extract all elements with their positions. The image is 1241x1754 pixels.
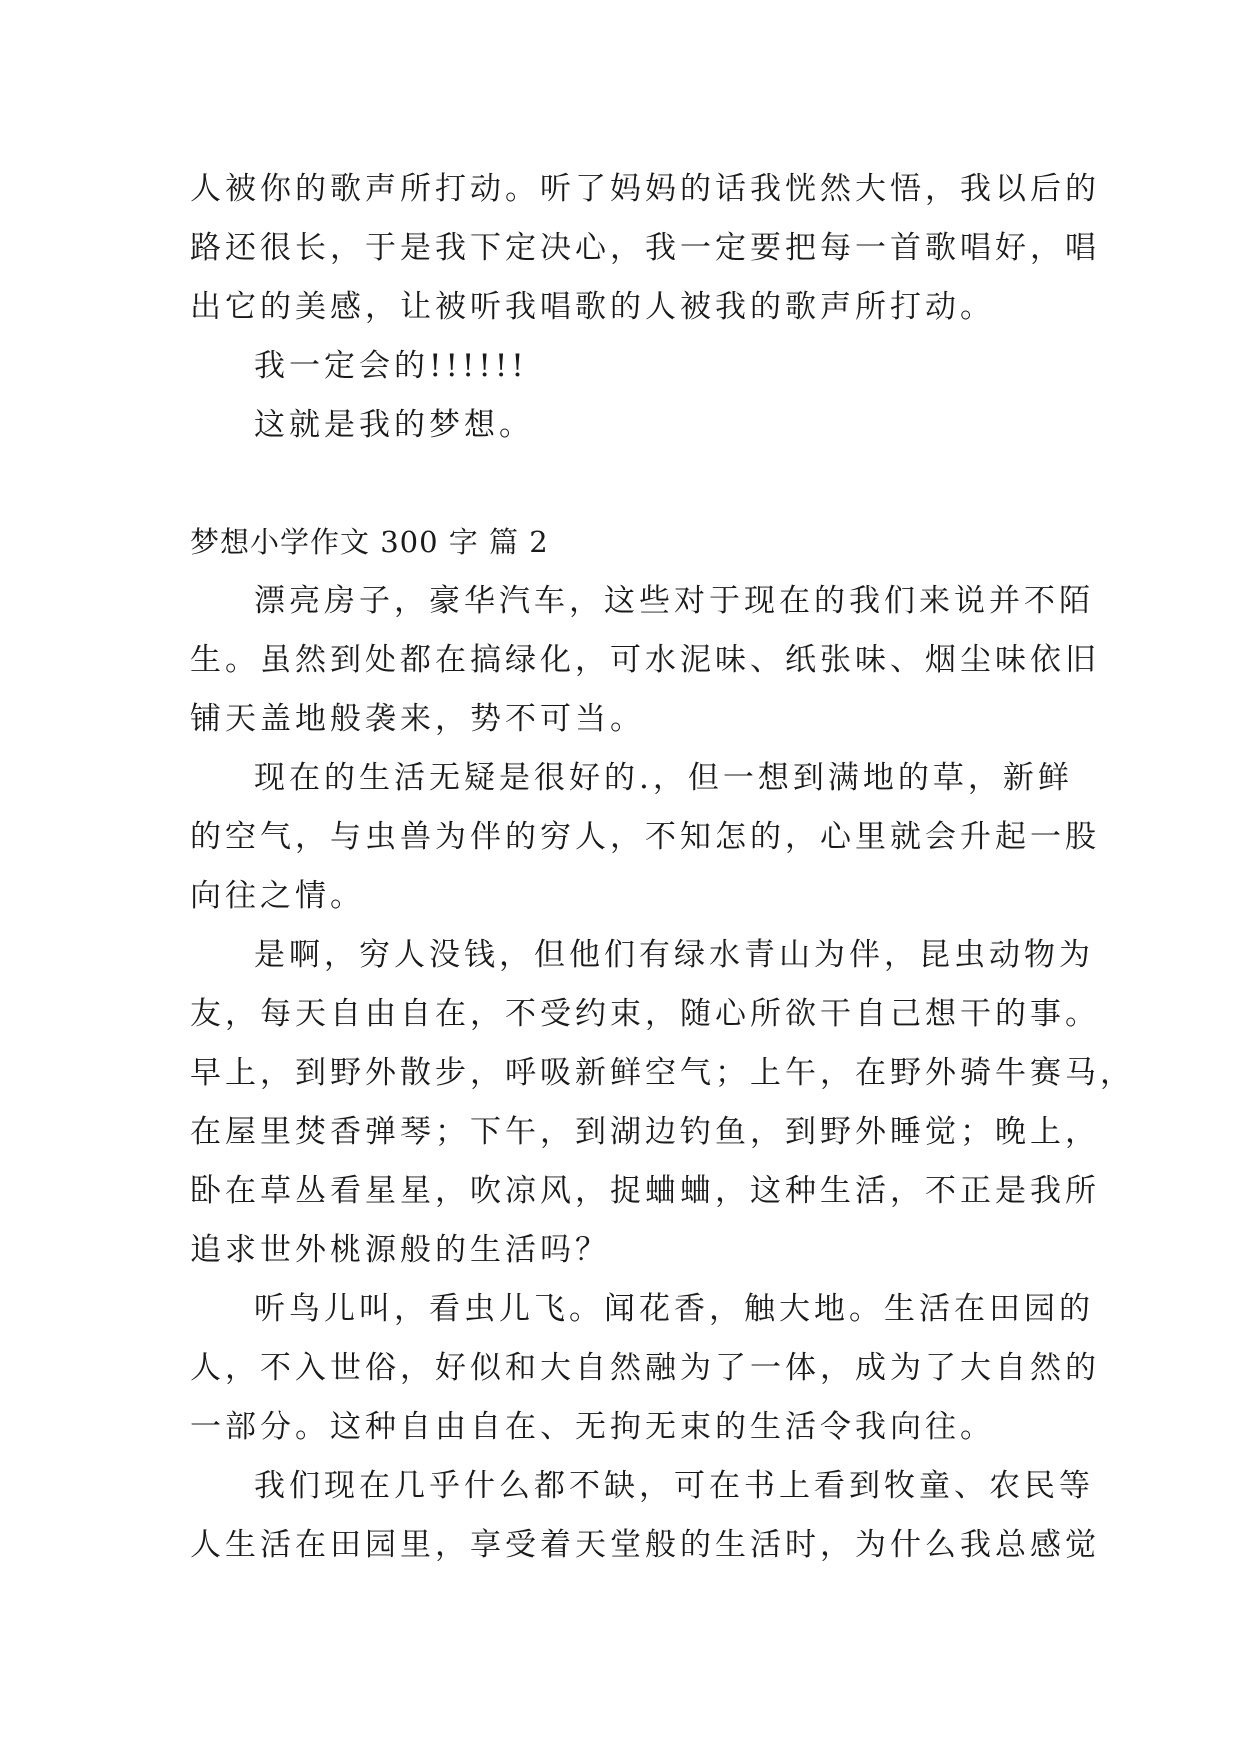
text-line: 向往之情。	[190, 878, 365, 914]
text-line: 我们现在几乎什么都不缺，可在书上看到牧童、农民等	[254, 1468, 1094, 1504]
text-line: 的空气，与虫兽为伴的穷人，不知怎的，心里就会升起一股	[190, 819, 1100, 855]
text-line: 路还很长，于是我下定决心，我一定要把每一首歌唱好，唱	[190, 230, 1100, 266]
text-line: 在屋里焚香弹琴；下午，到湖边钓鱼，到野外睡觉；晚上，	[190, 1114, 1100, 1150]
text-line: 人被你的歌声所打动。听了妈妈的话我恍然大悟，我以后的	[190, 171, 1100, 207]
paragraph-1	[190, 572, 1100, 749]
text-line: 早上，到野外散步，呼吸新鲜空气；上午，在野外骑牛赛马，	[190, 1055, 1135, 1091]
text-line: 铺天盖地般袭来，势不可当。	[190, 701, 645, 737]
text-line: 出它的美感，让被听我唱歌的人被我的歌声所打动。	[190, 289, 995, 325]
text-line: 友，每天自由自在，不受约束，随心所欲干自己想干的事。	[190, 996, 1100, 1032]
section-gap	[190, 455, 1060, 513]
text-line: 这就是我的梦想。	[254, 407, 534, 443]
text-line: 现在的生活无疑是很好的.，但一想到满地的草，新鲜	[254, 760, 1073, 796]
text-line: 追求世外桃源般的生活吗？	[190, 1232, 610, 1268]
text-line: 生。虽然到处都在搞绿化，可水泥味、纸张味、烟尘味依旧	[190, 642, 1100, 678]
text-line: 人，不入世俗，好似和大自然融为了一体，成为了大自然的	[190, 1350, 1100, 1386]
document-page	[190, 160, 1135, 1575]
section-heading: 梦想小学作文 300 字 篇 2	[190, 525, 549, 559]
paragraph-2	[190, 749, 1100, 926]
text-line: 卧在草丛看星星，吹凉风，捉蛐蛐，这种生活，不正是我所	[190, 1173, 1100, 1209]
paragraph-continued	[190, 160, 1100, 337]
paragraph-3	[190, 926, 1135, 1280]
paragraph-5	[190, 1457, 1100, 1575]
text-line: 是啊，穷人没钱，但他们有绿水青山为伴，昆虫动物为	[254, 937, 1094, 973]
text-line: 人生活在田园里，享受着天堂般的生活时，为什么我总感觉	[190, 1527, 1100, 1563]
text-line: 我一定会的!!!!!!	[254, 348, 528, 384]
text-line: 听鸟儿叫，看虫儿飞。闻花香，触大地。生活在田园的	[254, 1291, 1094, 1327]
text-line: 一部分。这种自由自在、无拘无束的生活令我向往。	[190, 1409, 995, 1445]
text-line: 漂亮房子，豪华汽车，这些对于现在的我们来说并不陌	[254, 583, 1094, 619]
paragraph-4	[190, 1280, 1100, 1457]
